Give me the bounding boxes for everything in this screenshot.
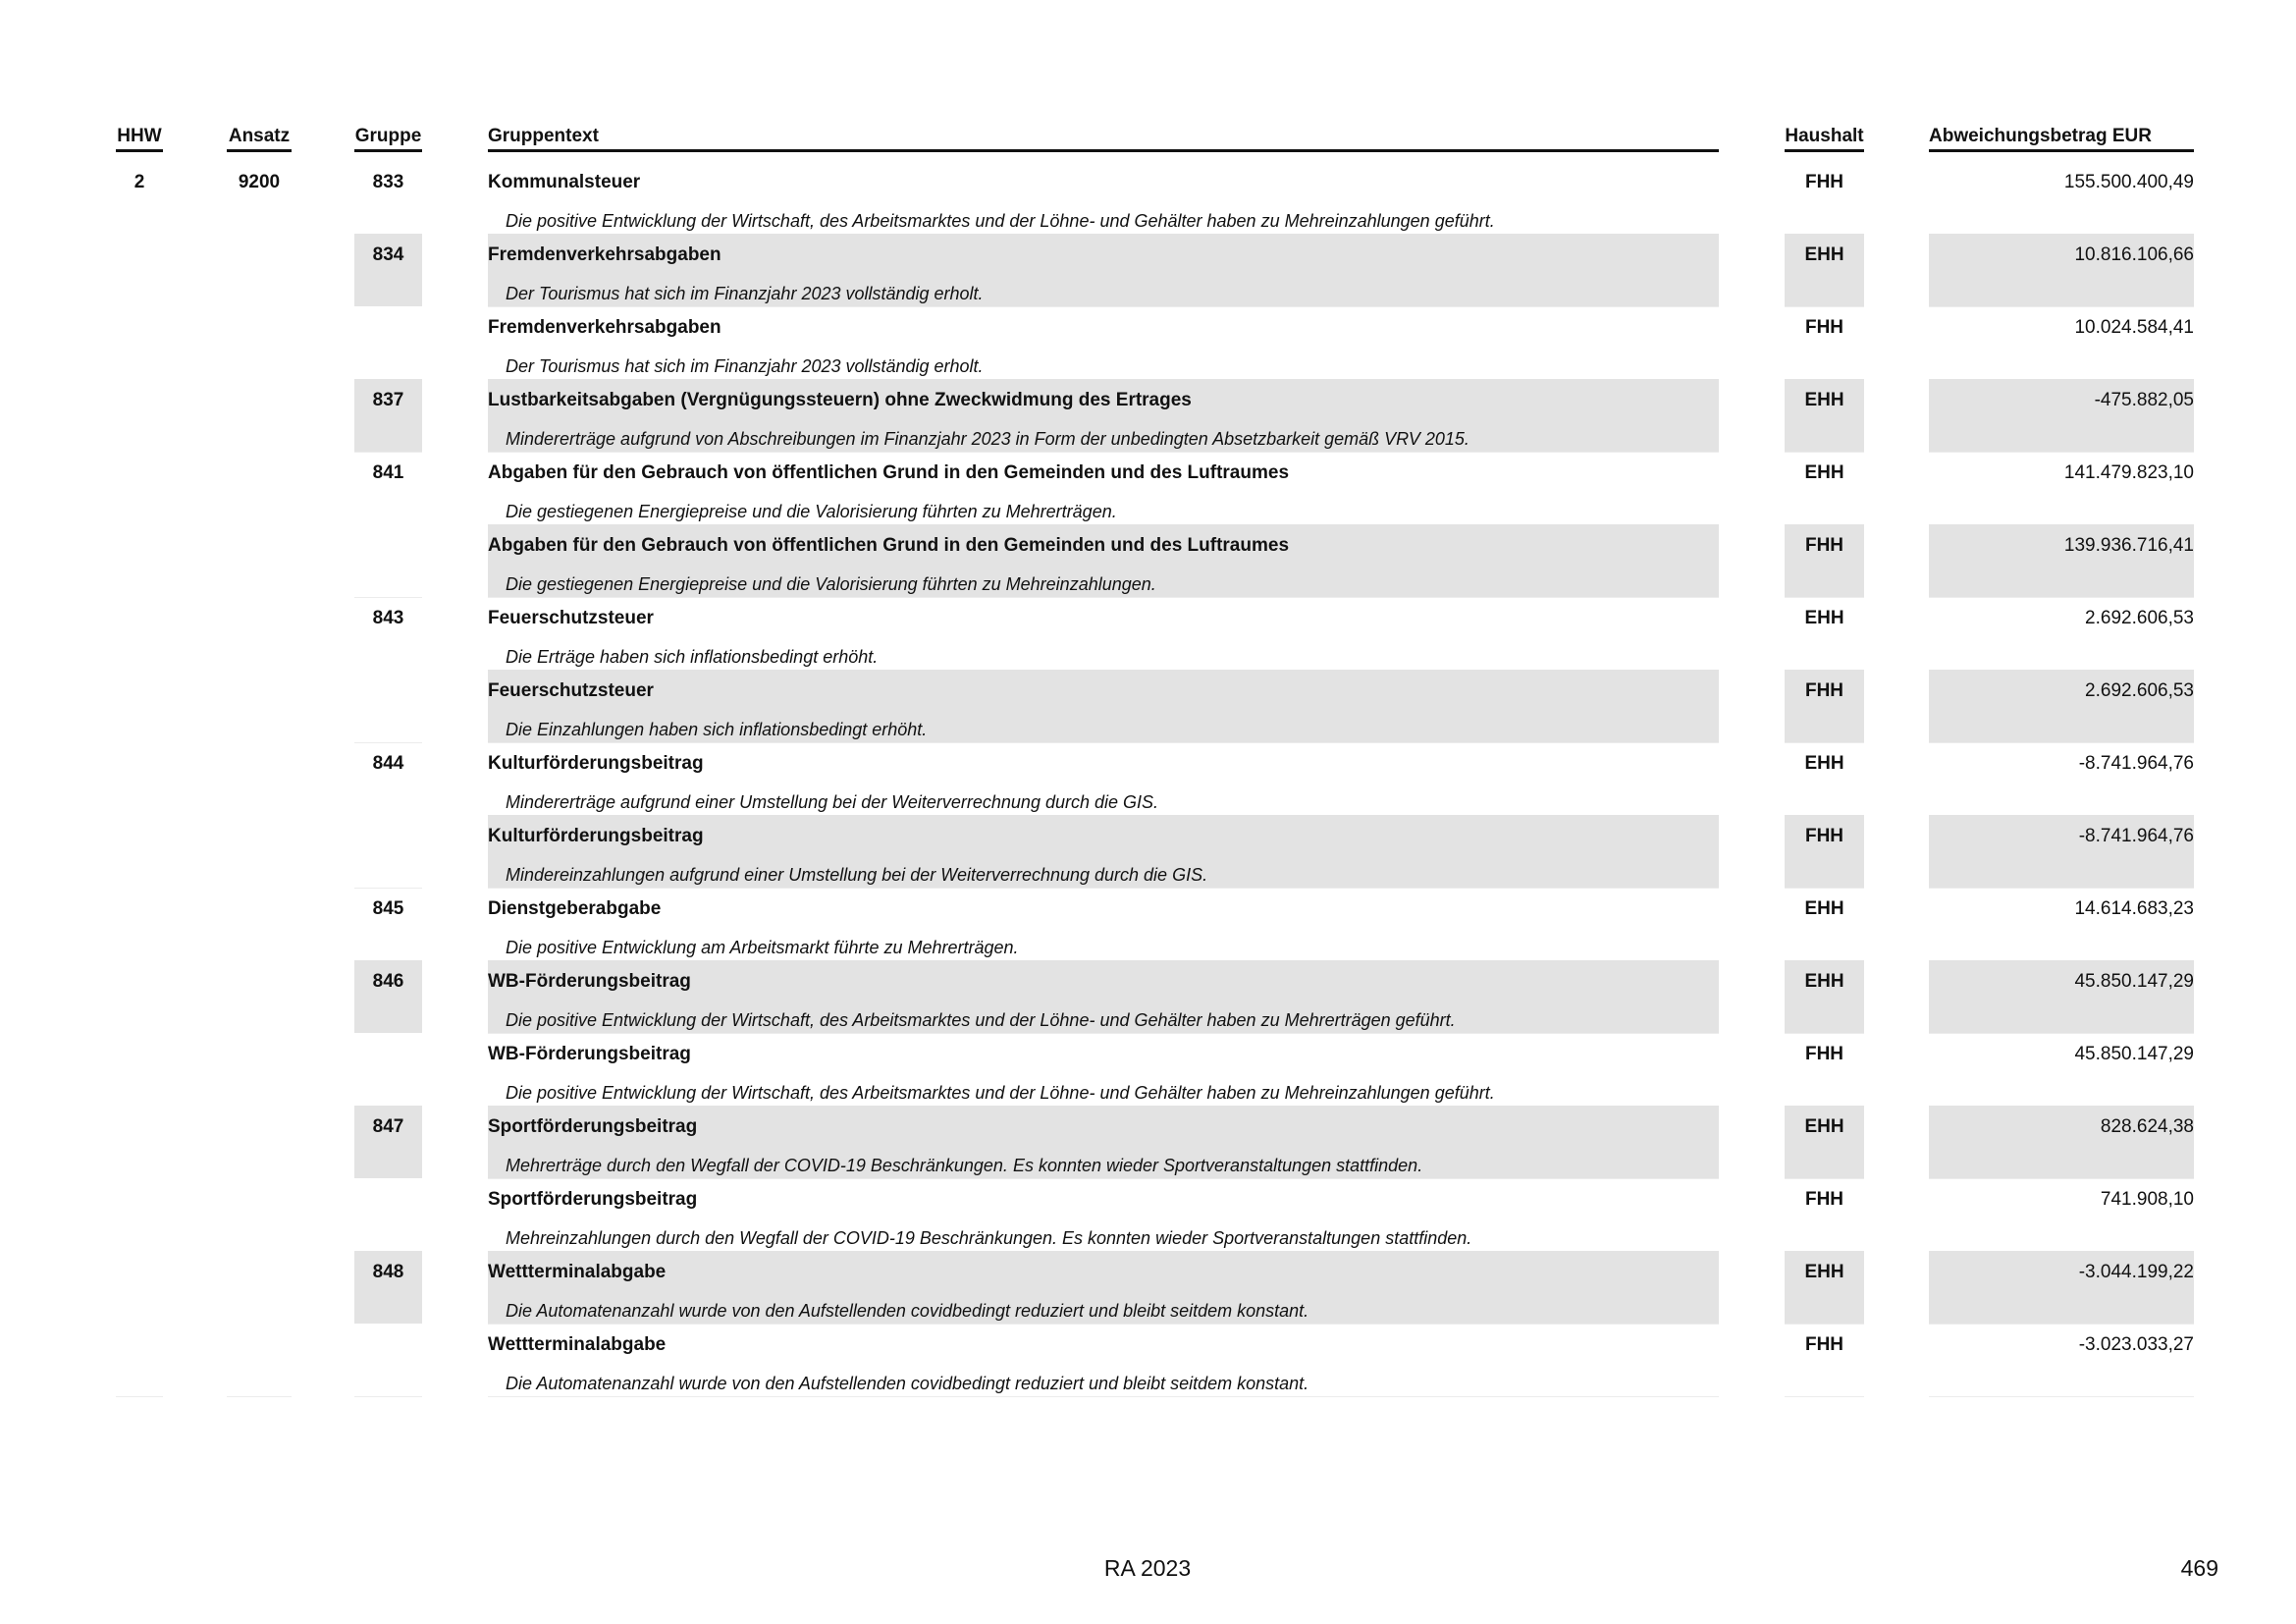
table-row <box>0 452 2296 524</box>
gruppentext-cell: Wettterminalabgabe <box>488 1334 667 1355</box>
gruppentext-cell: Wettterminalabgabe <box>488 1262 667 1282</box>
row-separator <box>354 452 422 453</box>
explanation-text: Die Einzahlungen haben sich inflationsbedingt erhöht. <box>506 720 928 739</box>
table-end-line <box>488 1396 1719 1397</box>
explanation-text: Die positive Entwicklung der Wirtschaft, des Arbeitsmarktes und der Löhne- und Gehälter haben zu Mehreinzahlungen geführt. <box>506 211 1495 231</box>
table-row <box>0 1033 2296 1106</box>
gruppentext-cell: Fremdenverkehrsabgaben <box>488 317 721 338</box>
row-separator <box>1785 1324 1864 1325</box>
abweichungsbetrag-cell: -475.882,05 <box>2094 390 2194 410</box>
gruppe-cell: 845 <box>372 898 404 919</box>
table-header <box>0 124 2296 153</box>
row-separator <box>1929 742 2194 743</box>
abweichungsbetrag-cell: 141.479.823,10 <box>2063 462 2194 483</box>
page-number: 469 <box>2180 1555 2218 1581</box>
haushalt-cell: EHH <box>1804 1262 1844 1282</box>
table-row <box>0 379 2296 452</box>
ansatz-cell: 9200 <box>238 172 281 192</box>
column-header-ansatz: Ansatz <box>227 124 292 152</box>
table-row <box>0 1251 2296 1324</box>
row-separator <box>354 742 422 743</box>
abweichungsbetrag-cell: 155.500.400,49 <box>2063 172 2194 192</box>
table-row <box>0 234 2296 306</box>
haushalt-cell: EHH <box>1804 971 1844 992</box>
haushalt-cell: EHH <box>1804 898 1844 919</box>
row-separator <box>354 597 422 598</box>
abweichungsbetrag-cell: 2.692.606,53 <box>2085 680 2194 701</box>
haushalt-cell: FHH <box>1804 172 1844 192</box>
table-row <box>0 597 2296 670</box>
gruppe-cell: 841 <box>372 462 404 483</box>
abweichungsbetrag-cell: -8.741.964,76 <box>2078 826 2194 846</box>
table-end-line <box>1929 1396 2194 1397</box>
table-row <box>0 161 2296 234</box>
row-separator <box>1929 1324 2194 1325</box>
gruppentext-cell: Dienstgeberabgabe <box>488 898 662 919</box>
table-end-line <box>1785 1396 1864 1397</box>
explanation-text: Die Automatenanzahl wurde von den Aufstellenden covidbedingt reduziert und bleibt seitdem konstant. <box>506 1301 1309 1321</box>
row-separator <box>488 888 1719 889</box>
explanation-text: Die gestiegenen Energiepreise und die Valorisierung führten zu Mehrerträgen. <box>506 502 1117 521</box>
gruppentext-cell: Fremdenverkehrsabgaben <box>488 244 721 265</box>
abweichungsbetrag-cell: 45.850.147,29 <box>2074 971 2194 992</box>
explanation-text: Die positive Entwicklung der Wirtschaft, des Arbeitsmarktes und der Löhne- und Gehälter haben zu Mehreinzahlungen geführt. <box>506 1083 1495 1103</box>
gruppentext-cell: Sportförderungsbeitrag <box>488 1116 698 1137</box>
explanation-text: Die gestiegenen Energiepreise und die Valorisierung führten zu Mehreinzahlungen. <box>506 574 1156 594</box>
column-header-abweichungsbetrag: Abweichungsbetrag EUR <box>1929 124 2194 152</box>
gruppe-cell: 847 <box>372 1116 404 1137</box>
gruppe-cell: 833 <box>372 172 404 192</box>
gruppentext-cell: Sportförderungsbeitrag <box>488 1189 698 1210</box>
row-separator <box>1929 888 2194 889</box>
gruppe-cell: 843 <box>372 608 404 628</box>
explanation-text: Die positive Entwicklung der Wirtschaft, des Arbeitsmarktes und der Löhne- und Gehälter haben zu Mehrerträgen geführt. <box>506 1010 1456 1030</box>
row-separator <box>1785 306 1864 307</box>
table-end-line <box>227 1396 292 1397</box>
abweichungsbetrag-cell: 14.614.683,23 <box>2074 898 2194 919</box>
haushalt-cell: FHH <box>1804 680 1844 701</box>
haushalt-cell: EHH <box>1804 390 1844 410</box>
row-separator <box>488 452 1719 453</box>
column-header-gruppe: Gruppe <box>354 124 422 152</box>
abweichungsbetrag-cell: 2.692.606,53 <box>2085 608 2194 628</box>
abweichungsbetrag-cell: 741.908,10 <box>2100 1189 2194 1210</box>
haushalt-cell: EHH <box>1804 462 1844 483</box>
abweichungsbetrag-cell: 10.024.584,41 <box>2074 317 2194 338</box>
row-separator <box>1929 306 2194 307</box>
explanation-text: Mehreinzahlungen durch den Wegfall der COVID-19 Beschränkungen. Es konnten wieder Sportveranstaltungen stattfinden. <box>506 1228 1472 1248</box>
row-separator <box>1785 452 1864 453</box>
row-separator <box>1929 452 2194 453</box>
gruppentext-cell: Kulturförderungsbeitrag <box>488 826 704 846</box>
row-separator <box>1785 1033 1864 1034</box>
haushalt-cell: FHH <box>1804 535 1844 556</box>
gruppentext-cell: Kommunalsteuer <box>488 172 641 192</box>
gruppentext-cell: Abgaben für den Gebrauch von öffentlichen Grund in den Gemeinden und des Luftraumes <box>488 462 1290 483</box>
gruppentext-cell: WB-Förderungsbeitrag <box>488 971 691 992</box>
abweichungsbetrag-cell: -3.044.199,22 <box>2078 1262 2194 1282</box>
gruppe-cell: 837 <box>372 390 404 410</box>
haushalt-cell: EHH <box>1804 1116 1844 1137</box>
haushalt-cell: FHH <box>1804 826 1844 846</box>
table-end-line <box>354 1396 422 1397</box>
abweichungsbetrag-cell: -8.741.964,76 <box>2078 753 2194 774</box>
explanation-text: Mindereinzahlungen aufgrund einer Umstellung bei der Weiterverrechnung durch die GIS. <box>506 865 1208 885</box>
column-header-hhw: HHW <box>116 124 163 152</box>
explanation-text: Mindererträge aufgrund von Abschreibungen im Finanzjahr 2023 in Form der unbedingten Absetzbarkeit gemäß VRV 2015. <box>506 429 1469 449</box>
abweichungsbetrag-cell: 139.936.716,41 <box>2063 535 2194 556</box>
abweichungsbetrag-cell: 828.624,38 <box>2100 1116 2194 1137</box>
table-row <box>0 888 2296 960</box>
row-separator <box>488 597 1719 598</box>
row-separator <box>488 306 1719 307</box>
table-row <box>0 670 2296 742</box>
row-separator <box>1785 742 1864 743</box>
row-separator <box>488 742 1719 743</box>
abweichungsbetrag-cell: 45.850.147,29 <box>2074 1044 2194 1064</box>
row-separator <box>1929 1033 2194 1034</box>
row-separator <box>1785 888 1864 889</box>
abweichungsbetrag-cell: 10.816.106,66 <box>2074 244 2194 265</box>
gruppentext-cell: Kulturförderungsbeitrag <box>488 753 704 774</box>
table-row <box>0 742 2296 815</box>
row-separator <box>1929 597 2194 598</box>
explanation-text: Mindererträge aufgrund einer Umstellung bei der Weiterverrechnung durch die GIS. <box>506 792 1159 812</box>
gruppe-cell: 834 <box>372 244 404 265</box>
explanation-text: Mehrerträge durch den Wegfall der COVID-19 Beschränkungen. Es konnten wieder Sportveranstaltungen stattfinden. <box>506 1156 1423 1175</box>
table-row <box>0 306 2296 379</box>
row-separator <box>354 888 422 889</box>
haushalt-cell: FHH <box>1804 1044 1844 1064</box>
hhw-cell: 2 <box>133 172 145 192</box>
row-separator <box>1929 1178 2194 1179</box>
table-row <box>0 815 2296 888</box>
gruppentext-cell: Lustbarkeitsabgaben (Vergnügungssteuern) ohne Zweckwidmung des Ertrages <box>488 390 1192 410</box>
abweichungsbetrag-cell: -3.023.033,27 <box>2078 1334 2194 1355</box>
gruppentext-cell: Feuerschutzsteuer <box>488 608 654 628</box>
explanation-text: Die Automatenanzahl wurde von den Aufstellenden covidbedingt reduziert und bleibt seitdem konstant. <box>506 1374 1309 1393</box>
gruppe-cell: 844 <box>372 753 404 774</box>
table-row <box>0 1178 2296 1251</box>
table-row <box>0 524 2296 597</box>
haushalt-cell: EHH <box>1804 753 1844 774</box>
gruppentext-cell: Abgaben für den Gebrauch von öffentlichen Grund in den Gemeinden und des Luftraumes <box>488 535 1290 556</box>
gruppentext-cell: Feuerschutzsteuer <box>488 680 654 701</box>
haushalt-cell: FHH <box>1804 1334 1844 1355</box>
table-row <box>0 1106 2296 1178</box>
row-separator <box>488 1324 1719 1325</box>
explanation-text: Der Tourismus hat sich im Finanzjahr 2023 vollständig erholt. <box>506 284 984 303</box>
table-row <box>0 960 2296 1033</box>
table-end-line <box>116 1396 163 1397</box>
explanation-text: Die positive Entwicklung am Arbeitsmarkt führte zu Mehrerträgen. <box>506 938 1019 957</box>
haushalt-cell: FHH <box>1804 317 1844 338</box>
row-separator <box>488 1033 1719 1034</box>
column-header-haushalt: Haushalt <box>1785 124 1864 152</box>
gruppe-cell: 848 <box>372 1262 404 1282</box>
column-header-gruppentext: Gruppentext <box>488 124 1719 152</box>
row-separator <box>1785 597 1864 598</box>
gruppentext-cell: WB-Förderungsbeitrag <box>488 1044 691 1064</box>
gruppe-cell: 846 <box>372 971 404 992</box>
report-title: RA 2023 <box>1103 1555 1192 1581</box>
haushalt-cell: EHH <box>1804 244 1844 265</box>
haushalt-cell: EHH <box>1804 608 1844 628</box>
haushalt-cell: FHH <box>1804 1189 1844 1210</box>
row-separator <box>488 1178 1719 1179</box>
explanation-text: Der Tourismus hat sich im Finanzjahr 2023 vollständig erholt. <box>506 356 984 376</box>
explanation-text: Die Erträge haben sich inflationsbedingt erhöht. <box>506 647 879 667</box>
row-separator <box>1785 1178 1864 1179</box>
table-row <box>0 1324 2296 1396</box>
